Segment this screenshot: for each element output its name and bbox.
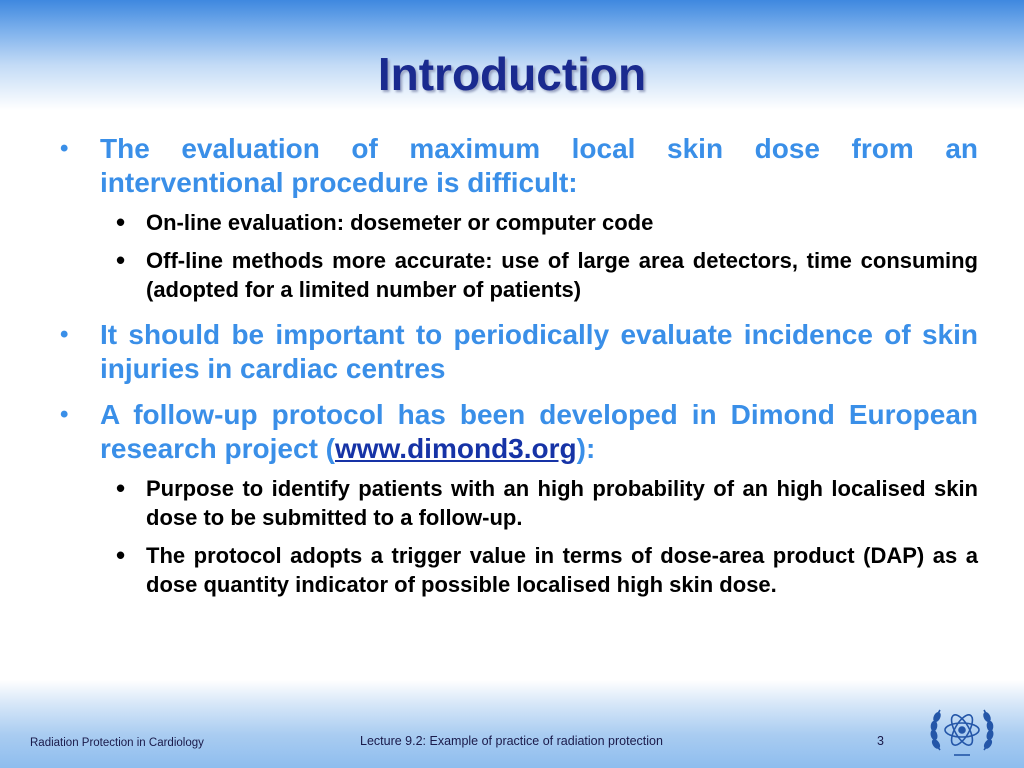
sub-bullet-item xyxy=(56,246,978,304)
bullet-icon: • xyxy=(116,473,126,503)
sub-bullet-text: The protocol adopts a trigger value in terms of dose-area product (DAP) as a dose quantity indicator of possible localised high skin dose. xyxy=(146,543,978,597)
sub-bullet-item xyxy=(56,541,978,599)
iaea-logo-icon xyxy=(928,700,996,762)
sub-bullet-item xyxy=(56,474,978,532)
footer-course-title: Radiation Protection in Cardiology xyxy=(30,737,204,749)
sub-bullet-item xyxy=(56,208,978,237)
sub-bullet-list xyxy=(56,474,978,599)
dimond-link[interactable]: www.dimond3.org xyxy=(335,433,577,464)
bullet-icon: • xyxy=(116,540,126,570)
bullet-item xyxy=(56,398,978,466)
bullet-icon: • xyxy=(116,245,126,275)
page-number: 3 xyxy=(877,734,884,748)
bullet-icon: • xyxy=(60,321,69,348)
sub-bullet-text: Off-line methods more accurate: use of large area detectors, time consuming (adopted for a limited number of patients) xyxy=(146,248,978,302)
footer-lecture-title: Lecture 9.2: Example of practice of radiation protection xyxy=(360,734,663,748)
bullet-icon: • xyxy=(60,401,69,428)
sub-bullet-text: On-line evaluation: dosemeter or computer code xyxy=(146,210,654,235)
bullet-text: The evaluation of maximum local skin dose from an interventional procedure is difficult: xyxy=(100,133,978,198)
bullet-item xyxy=(56,318,978,386)
slide-title: Introduction xyxy=(377,48,647,100)
bullet-icon: • xyxy=(60,135,69,162)
bullet-icon: • xyxy=(116,207,126,237)
bullet-text-before-link: A follow-up protocol has been developed in Dimond European research project ( xyxy=(100,399,978,464)
sub-bullet-list xyxy=(56,208,978,304)
bullet-item xyxy=(56,132,978,200)
bullet-text: It should be important to periodically evaluate incidence of skin injuries in cardiac centres xyxy=(100,319,978,384)
sub-bullet-text: Purpose to identify patients with an high probability of an high localised skin dose to be submitted to a follow-up. xyxy=(146,476,978,530)
slide-content xyxy=(56,132,978,613)
bullet-text-after-link: ): xyxy=(576,433,596,464)
